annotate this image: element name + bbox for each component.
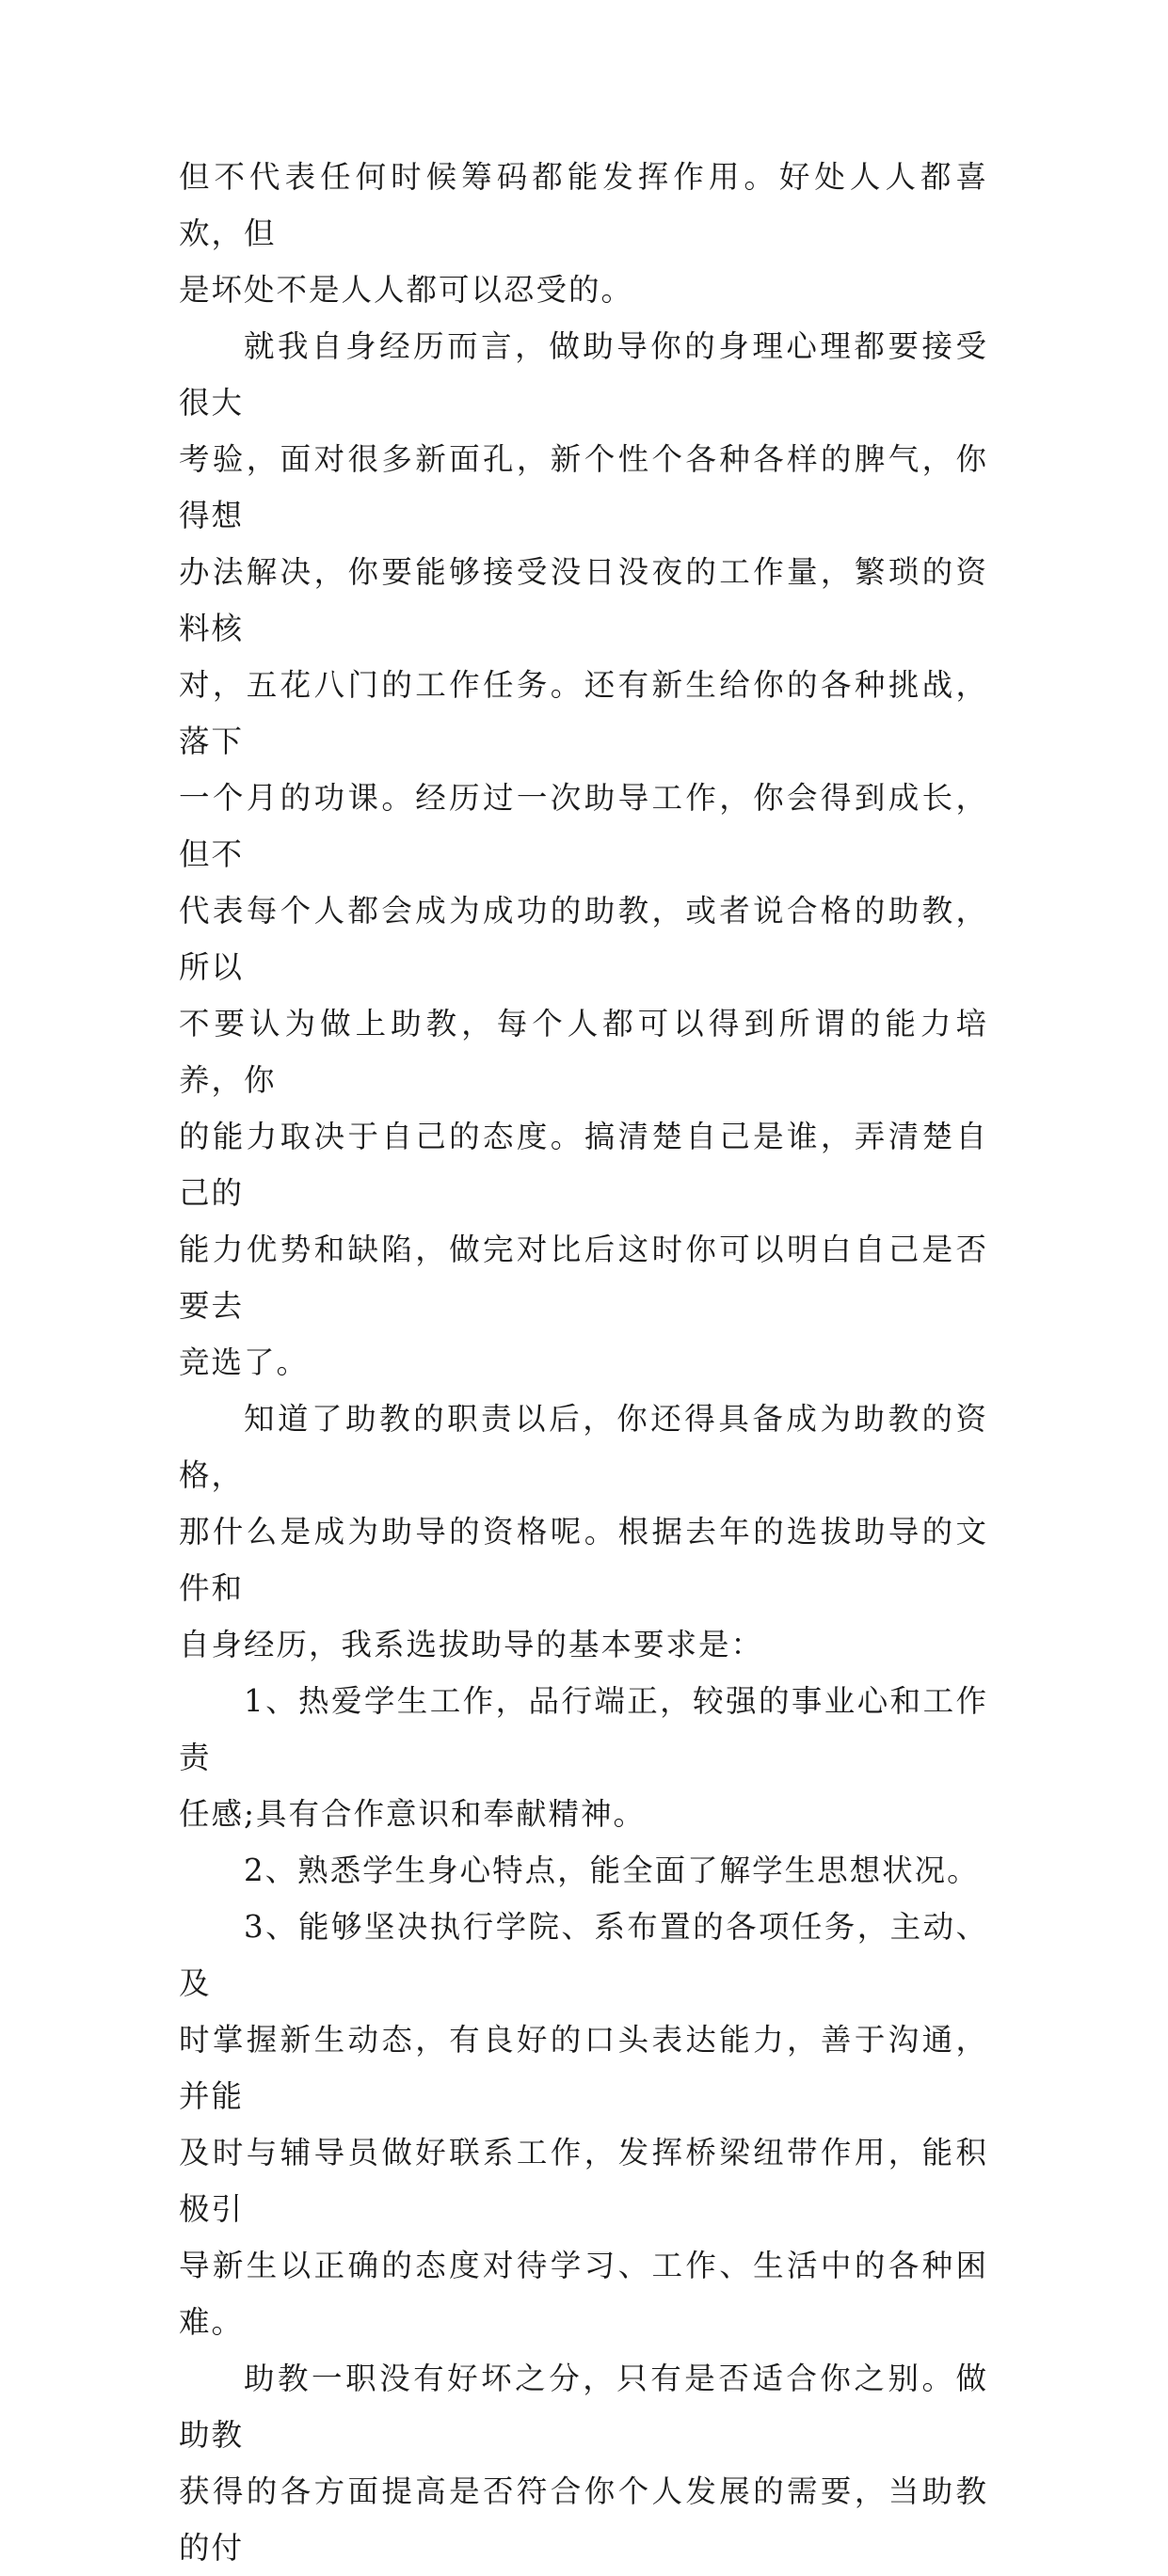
paragraph-3: 知道了助教的职责以后，你还得具备成为助教的资格， 那什么是成为助导的资格呢。根据去年的选拔助导的文件和 自身经历，我系选拔助导的基本要求是： [179, 1401, 988, 1662]
requirement-1: 1、热爱学生工作，品行端正，较强的事业心和工作责 任感;具有合作意识和奉献精神。 [179, 1683, 988, 1832]
paragraph-1: 但不代表任何时候筹码都能发挥作用。好处人人都喜欢，但 是坏处不是人人都可以忍受的。 [179, 159, 988, 308]
paragraph-closing: 助教一职没有好坏之分，只有是否适合你之别。做助教 获得的各方面提高是否符合你个人发展的需要，当助教的付 [179, 2361, 988, 2566]
paragraph-2: 就我自身经历而言，做助导你的身理心理都要接受很大 考验，面对很多新面孔，新个性个各种各样的脾气，你得想 办法解决，你要能够接受没日没夜的工作量，繁琐的资料核 对，五花八门的工作任务。还有新生给你的各种挑战，落下 一个月的功课。经历过一次助导工作，你会得到成长，但不 代表每个人都会成为成功的助教，或者说合格的助教，所以 不要认为做上助教，每个人都可以得到所谓的能力培养，你 的能力取决于自己的态度。搞清楚自己是谁，弄清楚自己的 能力优势和缺陷，做完对比后这时你可以明白自己是否要去 竞选了。 [179, 328, 988, 1380]
requirement-3: 3、能够坚决执行学院、系布置的各项任务，主动、及 时掌握新生动态，有良好的口头表达能力，善于沟通，并能 及时与辅导员做好联系工作，发挥桥梁纽带作用，能积极引 导新生以正确的态度对待学习、工作、生活中的各种困难。 [179, 1909, 988, 2340]
requirement-2: 2、熟悉学生身心特点，能全面了解学生思想状况。 [244, 1852, 980, 1888]
document-body [179, 149, 988, 2576]
